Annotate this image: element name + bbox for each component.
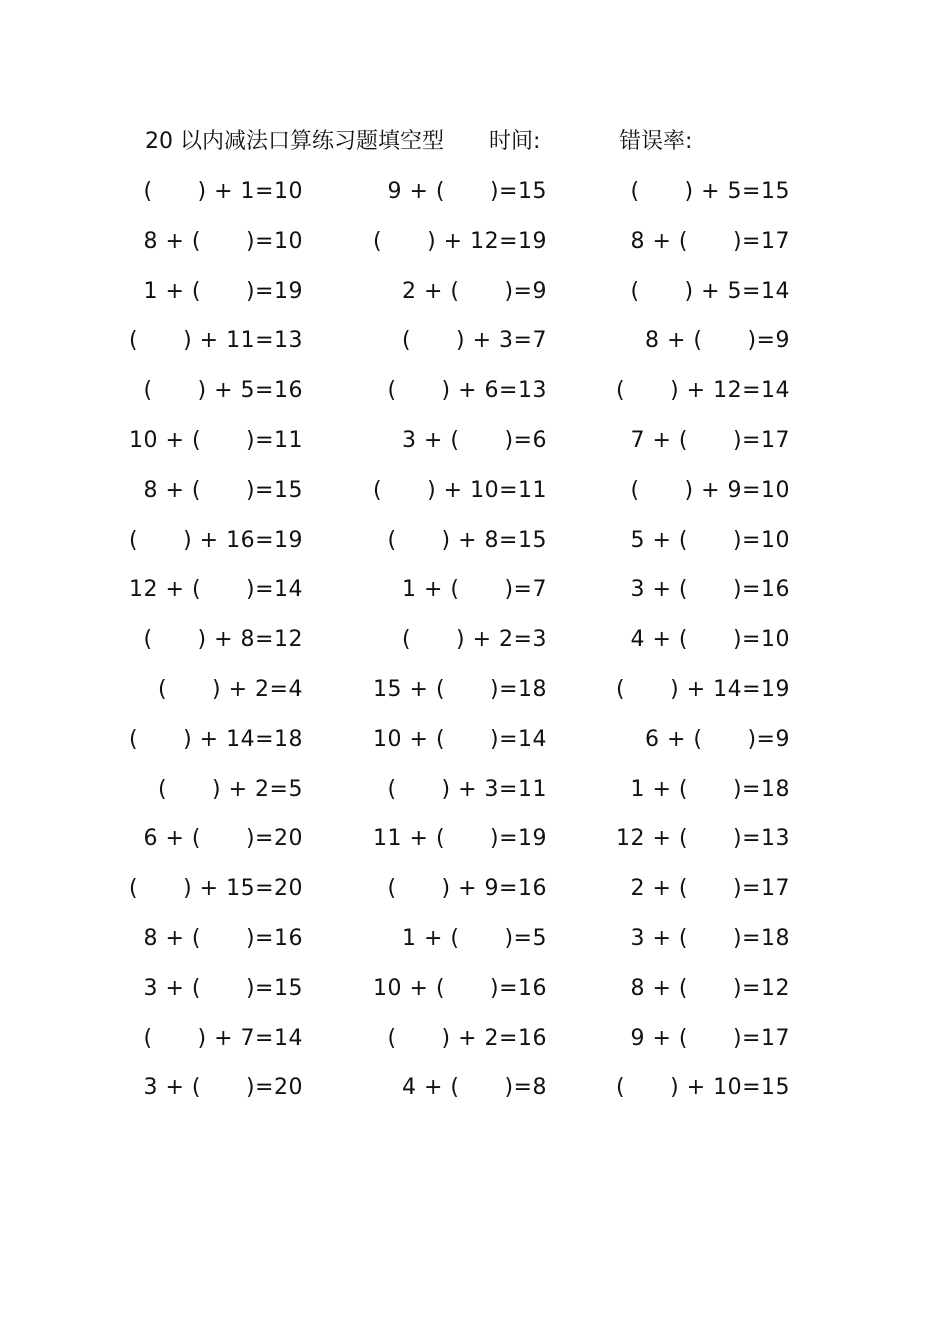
time-label: 时间:	[489, 129, 541, 154]
problem-cell: 2 + ( )=9	[402, 278, 547, 304]
problem-row	[0, 1068, 950, 1118]
problem-cell: 6 + ( )=20	[143, 826, 303, 852]
problem-cell: 8 + ( )=12	[630, 975, 790, 1001]
problem-cell: ( ) + 14=19	[616, 676, 790, 702]
worksheet-title: 20 以内减法口算练习题填空型	[145, 129, 444, 154]
problem-cell: ( ) + 12=19	[373, 228, 547, 254]
problem-cell: ( ) + 2=5	[158, 776, 303, 802]
problem-cell: 7 + ( )=17	[630, 427, 790, 453]
problem-cell: 4 + ( )=8	[402, 1075, 547, 1101]
problem-cell: 6 + ( )=9	[645, 726, 790, 752]
problem-cell: 10 + ( )=11	[129, 427, 303, 453]
problem-cell: 1 + ( )=18	[630, 776, 790, 802]
problem-cell: ( ) + 16=19	[129, 527, 303, 553]
problem-cell: ( ) + 6=13	[387, 378, 547, 404]
problem-cell: ( ) + 10=15	[616, 1075, 790, 1101]
problem-row	[0, 720, 950, 770]
problem-row	[0, 222, 950, 272]
problem-cell: ( ) + 7=14	[143, 1025, 303, 1051]
problem-cell: ( ) + 2=16	[387, 1025, 547, 1051]
problem-row	[0, 521, 950, 571]
problem-cell: ( ) + 8=12	[143, 627, 303, 653]
problem-cell: 3 + ( )=20	[143, 1075, 303, 1101]
problem-cell: 1 + ( )=5	[402, 925, 547, 951]
problem-cell: 5 + ( )=10	[630, 527, 790, 553]
problem-cell: ( ) + 8=15	[387, 527, 547, 553]
problem-cell: 10 + ( )=14	[373, 726, 547, 752]
problem-cell: 8 + ( )=9	[645, 328, 790, 354]
problem-cell: 12 + ( )=13	[616, 826, 790, 852]
problem-cell: ( ) + 3=7	[402, 328, 547, 354]
problem-cell: 3 + ( )=6	[402, 427, 547, 453]
problem-cell: ( ) + 9=16	[387, 876, 547, 902]
problem-cell: ( ) + 1=10	[143, 179, 303, 204]
problem-cell: 3 + ( )=15	[143, 975, 303, 1001]
problem-cell: 1 + ( )=19	[143, 278, 303, 304]
problem-cell: ( ) + 3=11	[387, 776, 547, 802]
problem-cell: 8 + ( )=17	[630, 228, 790, 254]
problem-row	[0, 869, 950, 919]
problem-row	[0, 321, 950, 371]
problem-row	[0, 471, 950, 521]
problem-cell: ( ) + 11=13	[129, 328, 303, 354]
problem-grid	[0, 172, 950, 1118]
problem-cell: 8 + ( )=10	[143, 228, 303, 254]
problem-row	[0, 570, 950, 620]
worksheet-header	[0, 124, 950, 160]
problem-row	[0, 819, 950, 869]
problem-cell: ( ) + 5=16	[143, 378, 303, 404]
problem-cell: 9 + ( )=15	[387, 179, 547, 204]
problem-cell: ( ) + 9=10	[630, 477, 790, 503]
problem-cell: ( ) + 15=20	[129, 876, 303, 902]
problem-row	[0, 172, 950, 222]
problem-cell: 2 + ( )=17	[630, 876, 790, 902]
problem-cell: 3 + ( )=16	[630, 577, 790, 603]
problem-cell: 4 + ( )=10	[630, 627, 790, 653]
problem-row	[0, 670, 950, 720]
problem-cell: 10 + ( )=16	[373, 975, 547, 1001]
problem-cell: ( ) + 5=15	[630, 179, 790, 204]
problem-cell: ( ) + 2=3	[402, 627, 547, 653]
problem-row	[0, 770, 950, 820]
problem-cell: 8 + ( )=16	[143, 925, 303, 951]
problem-cell: 15 + ( )=18	[373, 676, 547, 702]
problem-row	[0, 919, 950, 969]
problem-cell: 9 + ( )=17	[630, 1025, 790, 1051]
problem-row	[0, 1019, 950, 1069]
error-rate-label: 错误率:	[619, 129, 693, 154]
problem-row	[0, 620, 950, 670]
problem-row	[0, 969, 950, 1019]
problem-cell: ( ) + 12=14	[616, 378, 790, 404]
problem-row	[0, 421, 950, 471]
problem-cell: 12 + ( )=14	[129, 577, 303, 603]
problem-row	[0, 272, 950, 322]
problem-cell: 11 + ( )=19	[373, 826, 547, 852]
problem-cell: ( ) + 14=18	[129, 726, 303, 752]
problem-cell: 3 + ( )=18	[630, 925, 790, 951]
problem-cell: 1 + ( )=7	[402, 577, 547, 603]
problem-row	[0, 371, 950, 421]
problem-cell: ( ) + 5=14	[630, 278, 790, 304]
problem-cell: ( ) + 2=4	[158, 676, 303, 702]
problem-cell: ( ) + 10=11	[373, 477, 547, 503]
problem-cell: 8 + ( )=15	[143, 477, 303, 503]
